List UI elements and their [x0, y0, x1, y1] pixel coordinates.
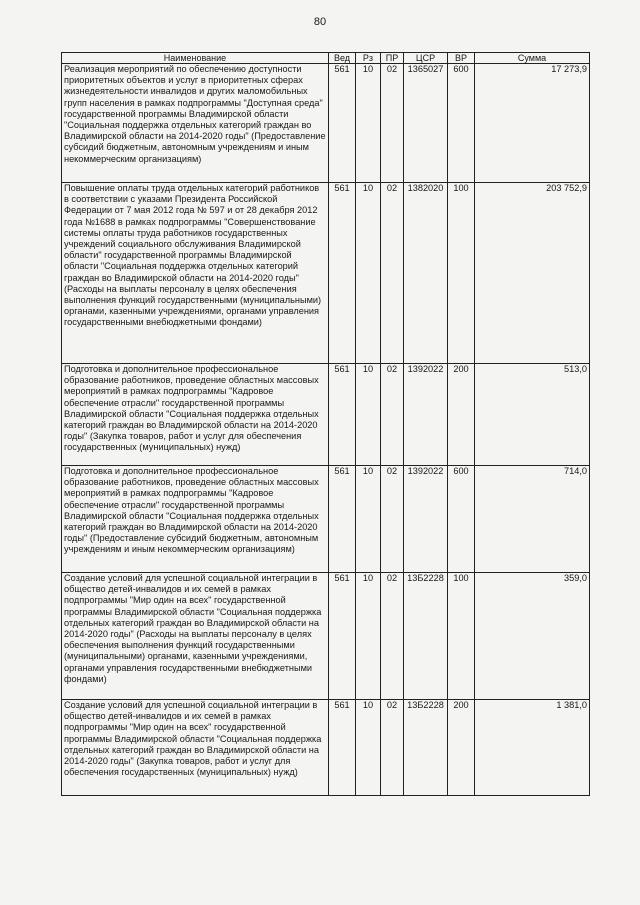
cell-sum: 714,0 [475, 466, 590, 573]
header-pr: ПР [381, 53, 404, 64]
header-vr: ВР [448, 53, 475, 64]
table-row [62, 466, 590, 573]
cell-ved: 561 [329, 64, 356, 183]
cell-sum: 1 381,0 [475, 700, 590, 796]
cell-rz: 10 [356, 64, 381, 183]
header-csr: ЦСР [404, 53, 448, 64]
cell-vr: 100 [448, 573, 475, 700]
cell-ved: 561 [329, 573, 356, 700]
cell-csr: 1392022 [404, 364, 448, 466]
cell-name: Повышение оплаты труда отдельных категорий работников в соответствии с указами Президента Российской Федерации от 7 мая 2012 года № 597 и от 28 декабря 2012 года №1688 в рамках подпрограммы "Совершенствование системы оплаты труда работников государственных учреждений социального обслуживания Владимирской области" государственной программы Владимирской области "Социальная поддержка отдельных категорий граждан во Владимирской области на 2014-2020 годы" (Расходы на выплаты персоналу в целях обеспечения выполнения функций государственными (муниципальными) органами, казенными учреждениями, органами управления государственными внебюджетными фондами) [62, 183, 329, 364]
cell-name: Реализация мероприятий по обеспечению доступности приоритетных объектов и услуг в приоритетных сферах жизнедеятельности инвалидов и других маломобильных групп населения в рамках подпрограммы "Доступная среда" государственной программы Владимирской области "Социальная поддержка отдельных категорий граждан во Владимирской области на 2014-2020 годы" (Предоставление субсидий бюджетным, автономным учреждениям и иным некоммерческим организациям) [62, 64, 329, 183]
header-sum: Сумма [475, 53, 590, 64]
cell-vr: 600 [448, 466, 475, 573]
cell-csr: 13Б2228 [404, 700, 448, 796]
cell-pr: 02 [381, 64, 404, 183]
cell-name: Создание условий для успешной социальной интеграции в общество детей-инвалидов и их семей в рамках подпрограммы "Мир один на всех" государственной программы Владимирской области "Социальная поддержка отдельных категорий граждан во Владимирской области на 2014-2020 годы" (Закупка товаров, работ и услуг для обеспечения государственных (муниципальных) нужд) [62, 700, 329, 796]
cell-rz: 10 [356, 700, 381, 796]
cell-pr: 02 [381, 700, 404, 796]
table-row [62, 700, 590, 796]
cell-ved: 561 [329, 466, 356, 573]
table-row [62, 183, 590, 364]
cell-pr: 02 [381, 466, 404, 573]
cell-csr: 1382020 [404, 183, 448, 364]
cell-vr: 200 [448, 700, 475, 796]
cell-sum: 359,0 [475, 573, 590, 700]
cell-ved: 561 [329, 364, 356, 466]
cell-pr: 02 [381, 183, 404, 364]
cell-name: Создание условий для успешной социальной интеграции в общество детей-инвалидов и их семей в рамках подпрограммы "Мир один на всех" государственной программы Владимирской области "Социальная поддержка отдельных категорий граждан во Владимирской области на 2014-2020 годы" (Расходы на выплаты персоналу в целях обеспечения выполнения функций государственными (муниципальными) органами, казенными учреждениями, органами управления государственными внебюджетными фондами) [62, 573, 329, 700]
cell-sum: 513,0 [475, 364, 590, 466]
header-name: Наименование [62, 53, 329, 64]
cell-csr: 13Б2228 [404, 573, 448, 700]
cell-sum: 203 752,9 [475, 183, 590, 364]
table-row [62, 573, 590, 700]
cell-sum: 17 273,9 [475, 64, 590, 183]
table-row [62, 64, 590, 183]
page-number: 80 [313, 16, 327, 28]
cell-name: Подготовка и дополнительное профессиональное образование работников, проведение областных массовых мероприятий в рамках подпрограммы "Кадровое обеспечение отрасли" государственной программы Владимирской области "Социальная поддержка отдельных категорий граждан во Владимирской области на 2014-2020 годы" (Закупка товаров, работ и услуг для обеспечения государственных (муниципальных) нужд) [62, 364, 329, 466]
cell-rz: 10 [356, 183, 381, 364]
table-row [62, 364, 590, 466]
cell-pr: 02 [381, 364, 404, 466]
cell-csr: 1392022 [404, 466, 448, 573]
cell-rz: 10 [356, 364, 381, 466]
cell-vr: 100 [448, 183, 475, 364]
header-rz: Рз [356, 53, 381, 64]
cell-csr: 1365027 [404, 64, 448, 183]
cell-rz: 10 [356, 573, 381, 700]
cell-vr: 200 [448, 364, 475, 466]
cell-name: Подготовка и дополнительное профессиональное образование работников, проведение областных массовых мероприятий в рамках подпрограммы "Кадровое обеспечение отрасли" государственной программы Владимирской области "Социальная поддержка отдельных категорий граждан во Владимирской области на 2014-2020 годы" (Предоставление субсидий бюджетным, автономным учреждениям и иным некоммерческим организациям) [62, 466, 329, 573]
cell-ved: 561 [329, 700, 356, 796]
header-ved: Вед [329, 53, 356, 64]
cell-ved: 561 [329, 183, 356, 364]
cell-vr: 600 [448, 64, 475, 183]
table-header-row [62, 53, 590, 64]
cell-pr: 02 [381, 573, 404, 700]
budget-table [61, 52, 590, 796]
cell-rz: 10 [356, 466, 381, 573]
